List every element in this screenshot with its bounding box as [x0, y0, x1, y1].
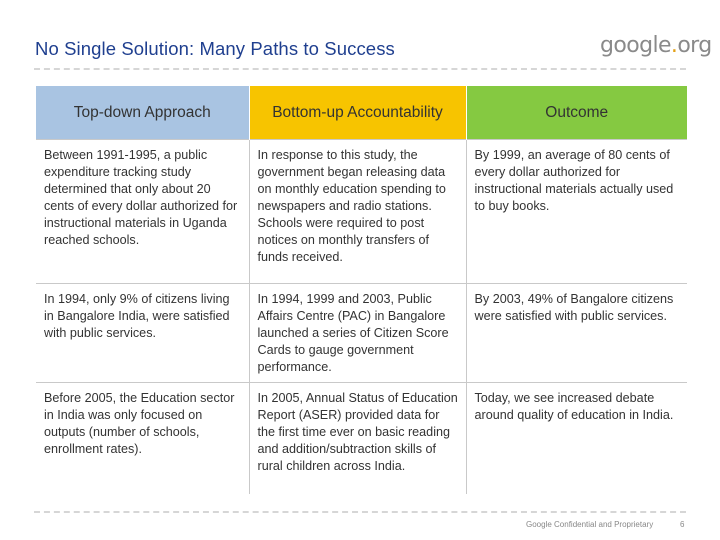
logo-org-text: org	[677, 33, 712, 58]
table-row	[36, 140, 687, 284]
logo-dot: .	[670, 33, 678, 58]
header-divider	[34, 68, 686, 70]
footer-divider	[34, 511, 686, 513]
column-header-top-down: Top-down Approach	[36, 86, 249, 140]
table-cell: By 2003, 49% of Bangalore citizens were satisfied with public services.	[466, 284, 687, 383]
page-number: 6	[680, 520, 685, 529]
google-org-logo	[600, 33, 712, 58]
slide-title: No Single Solution: Many Paths to Success	[35, 38, 395, 59]
table-cell: Today, we see increased debate around quality of education in India.	[466, 383, 687, 495]
table-cell: In response to this study, the government began releasing data on monthly education spending to newspapers and radio stations. Schools were required to post notices on monthly transfers of funds received.	[249, 140, 466, 284]
confidential-notice: Google Confidential and Proprietary	[526, 520, 654, 529]
table-cell: Before 2005, the Education sector in India was only focused on outputs (number of schools, enrollment rates).	[36, 383, 249, 495]
table-cell: In 1994, only 9% of citizens living in Bangalore India, were satisfied with public services.	[36, 284, 249, 383]
column-header-bottom-up: Bottom-up Accountability	[249, 86, 466, 140]
table-row	[36, 284, 687, 383]
table-cell: By 1999, an average of 80 cents of every dollar authorized for instructional materials actually used to buy books.	[466, 140, 687, 284]
table-cell: Between 1991-1995, a public expenditure tracking study determined that only about 20 cents of every dollar authorized for instructional materials in Uganda reached schools.	[36, 140, 249, 284]
table-cell: In 2005, Annual Status of Education Report (ASER) provided data for the first time ever on basic reading and addition/subtraction skills of rural children across India.	[249, 383, 466, 495]
table-row	[36, 383, 687, 495]
comparison-table	[36, 86, 687, 494]
table-header-row	[36, 86, 687, 140]
table-cell: In 1994, 1999 and 2003, Public Affairs Centre (PAC) in Bangalore launched a series of Citizen Score Cards to gauge government performance.	[249, 284, 466, 383]
logo-google-text: google	[600, 33, 671, 58]
column-header-outcome: Outcome	[466, 86, 687, 140]
